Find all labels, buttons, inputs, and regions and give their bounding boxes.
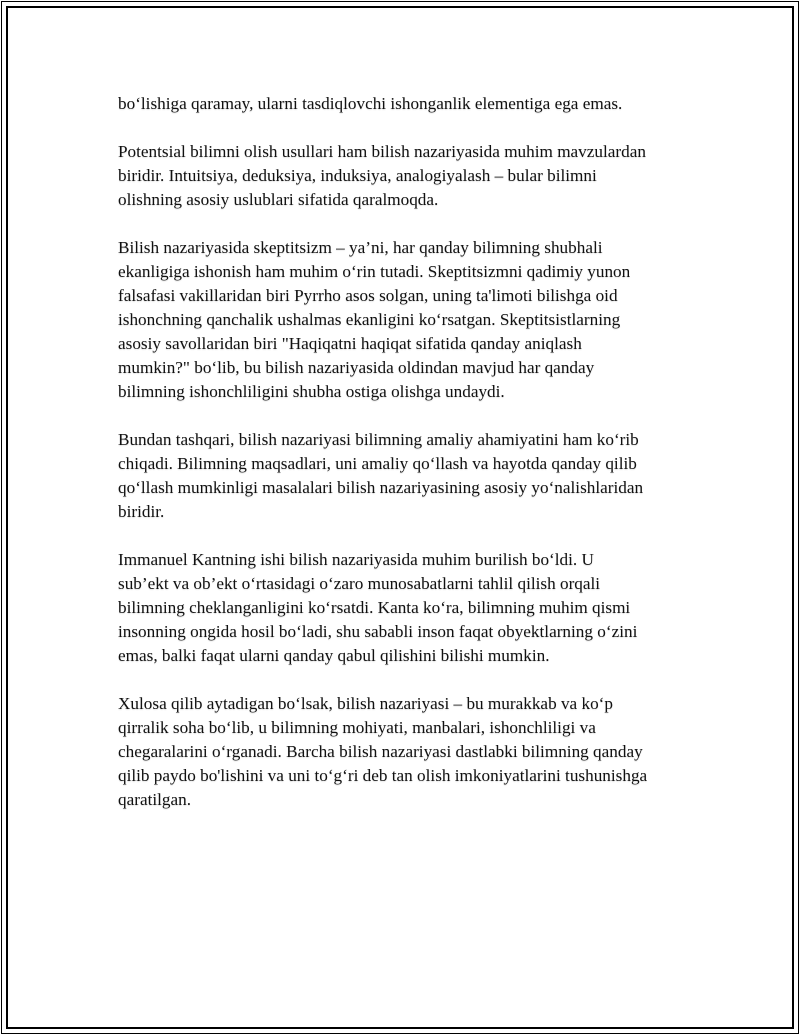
text-line: biridir. Intuitsiya, deduksiya, induksiya, analogiyalash – bular bilimni <box>118 166 597 185</box>
text-line: Potentsial bilimni olish usullari ham bilish nazariyasida muhim mavzulardan <box>118 142 646 161</box>
document-body <box>118 92 698 836</box>
text-line: emas, balki faqat ularni qanday qabul qilishini bilishi mumkin. <box>118 646 550 665</box>
paragraph <box>118 548 698 668</box>
paragraph <box>118 140 698 212</box>
text-line: olishning asosiy uslublari sifatida qaralmoqda. <box>118 190 439 209</box>
paragraph <box>118 236 698 404</box>
text-line: bo‘lishiga qaramay, ularni tasdiqlovchi ishonganlik elementiga ega emas. <box>118 94 623 113</box>
text-line: Bilish nazariyasida skeptitsizm – ya’ni, har qanday bilimning shubhali <box>118 238 603 257</box>
text-line: qaratilgan. <box>118 790 192 809</box>
text-line: biridir. <box>118 502 165 521</box>
text-line: mumkin?" bo‘lib, bu bilish nazariyasida oldindan mavjud har qanday <box>118 358 595 377</box>
text-line: asosiy savollaridan biri "Haqiqatni haqiqat sifatida qanday aniqlash <box>118 334 582 353</box>
text-line: ekanligiga ishonish ham muhim o‘rin tutadi. Skeptitsizmni qadimiy yunon <box>118 262 631 281</box>
text-line: bilimning ishonchliligini shubha ostiga olishga undaydi. <box>118 382 505 401</box>
text-line: qo‘llash mumkinligi masalalari bilish nazariyasining asosiy yo‘nalishlaridan <box>118 478 644 497</box>
text-line: insonning ongida hosil bo‘ladi, shu sababli inson faqat obyektlarning o‘zini <box>118 622 638 641</box>
text-line: ishonchning qanchalik ushalmas ekanligini ko‘rsatgan. Skeptitsistlarning <box>118 310 621 329</box>
paragraph <box>118 92 698 116</box>
text-line: Xulosa qilib aytadigan bo‘lsak, bilish nazariyasi – bu murakkab va ko‘p <box>118 694 613 713</box>
text-line: bilimning cheklanganligini ko‘rsatdi. Kanta ko‘ra, bilimning muhim qismi <box>118 598 631 617</box>
paragraph <box>118 692 698 812</box>
text-line: qilib paydo bo'lishini va uni to‘g‘ri deb tan olish imkoniyatlarini tushunishga <box>118 766 648 785</box>
text-line: falsafasi vakillaridan biri Pyrrho asos solgan, uning ta'limoti bilishga oid <box>118 286 618 305</box>
text-line: Immanuel Kantning ishi bilish nazariyasida muhim burilish bo‘ldi. U <box>118 550 594 569</box>
text-line: chegaralarini o‘rganadi. Barcha bilish nazariyasi dastlabki bilimning qanday <box>118 742 643 761</box>
paragraph <box>118 428 698 524</box>
text-line: sub’ekt va ob’ekt o‘rtasidagi o‘zaro munosabatlarni tahlil qilish orqali <box>118 574 601 593</box>
text-line: chiqadi. Bilimning maqsadlari, uni amaliy qo‘llash va hayotda qanday qilib <box>118 454 637 473</box>
text-line: qirralik soha bo‘lib, u bilimning mohiyati, manbalari, ishonchliligi va <box>118 718 596 737</box>
text-line: Bundan tashqari, bilish nazariyasi bilimning amaliy ahamiyatini ham ko‘rib <box>118 430 639 449</box>
